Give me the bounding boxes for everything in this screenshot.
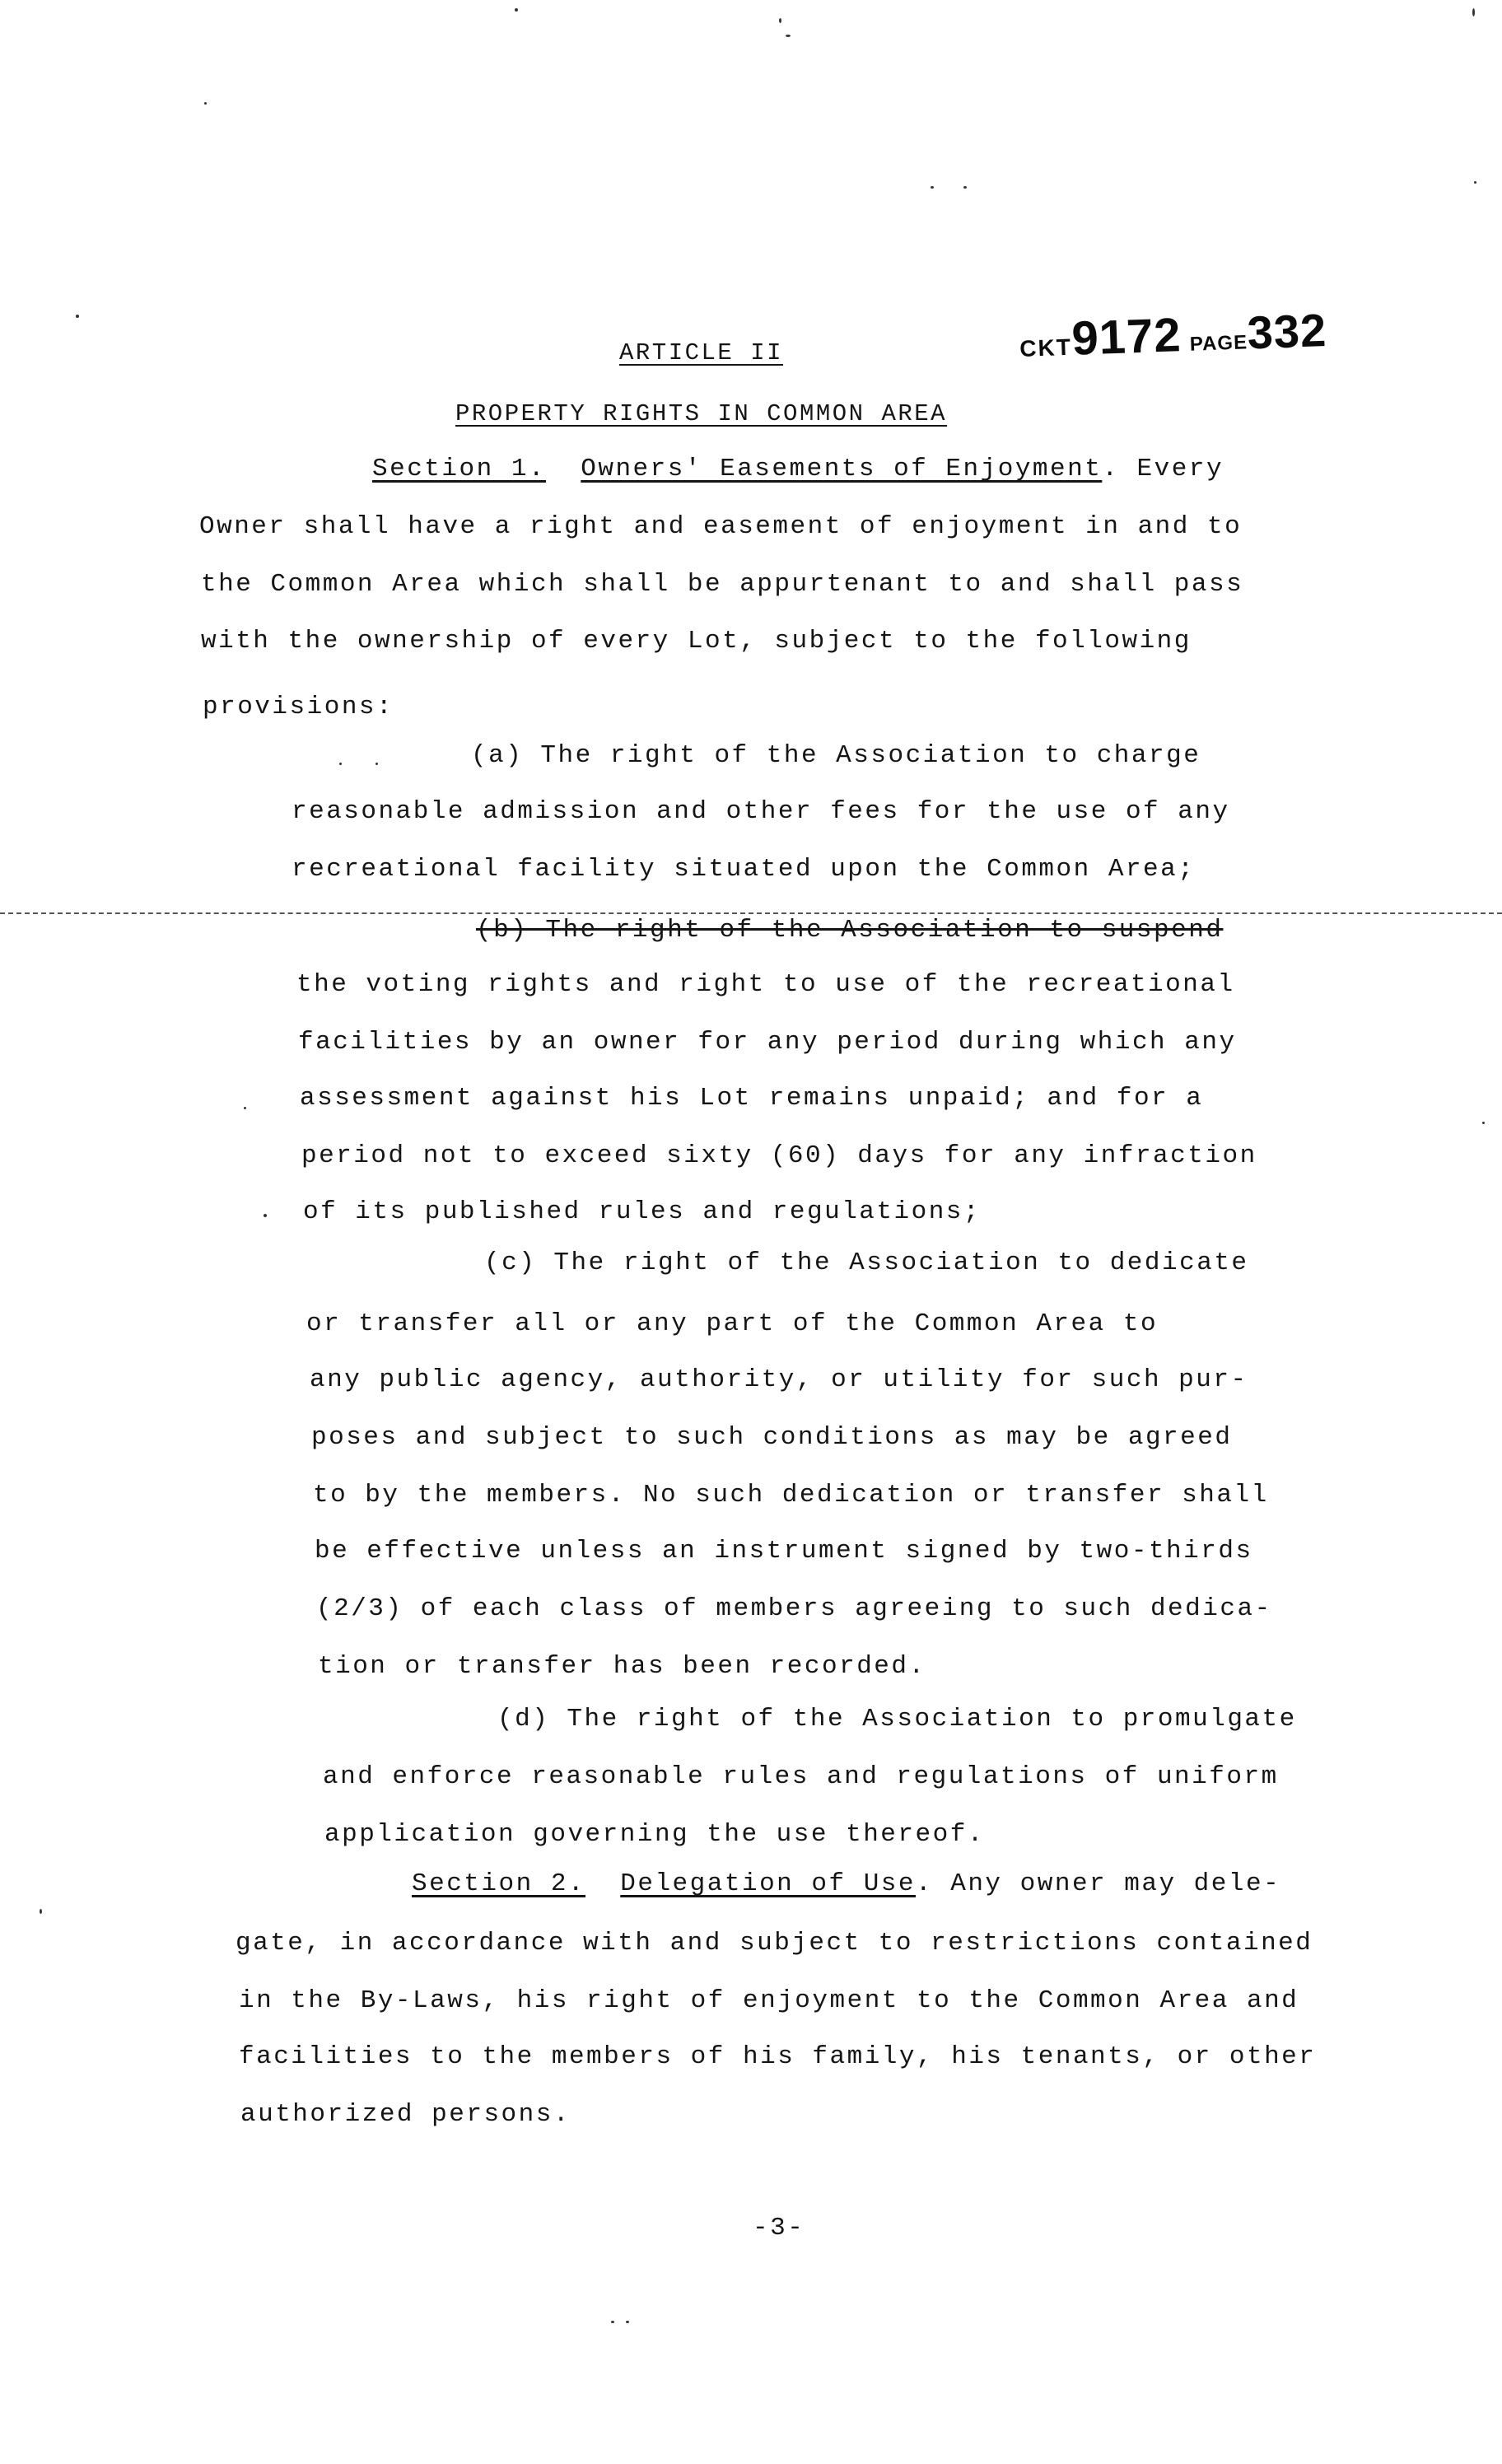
section2-line: authorized persons. xyxy=(240,2100,571,2129)
scan-speck xyxy=(40,1909,42,1914)
section2-caption: Delegation of Use xyxy=(620,1869,917,1898)
section2-line: gate, in accordance with and subject to restrictions contained xyxy=(236,1929,1313,1958)
stamp-book-number: 9172 xyxy=(1071,308,1182,366)
scan-speck xyxy=(1482,1122,1485,1124)
section2-label: Section 2. xyxy=(412,1869,586,1898)
scan-speck xyxy=(264,1214,267,1217)
section2-first-line xyxy=(412,1871,1280,1897)
item-d-line: and enforce reasonable rules and regulations of uniform xyxy=(323,1762,1279,1791)
item-c-line: poses and subject to such conditions as may be agreed xyxy=(311,1423,1233,1452)
section1-first-line xyxy=(372,456,1224,482)
item-b-first-line: (b) The right of the Association to suspend xyxy=(476,916,1224,945)
scan-speck xyxy=(376,763,378,765)
scan-speck xyxy=(786,35,791,37)
section2-lead: . Any owner may dele- xyxy=(916,1869,1281,1898)
article-title: PROPERTY RIGHTS IN COMMON AREA xyxy=(455,400,948,427)
scan-speck xyxy=(1474,181,1476,184)
item-b-line: period not to exceed sixty (60) days for any infraction xyxy=(301,1141,1257,1170)
stamp-page-prefix: PAGE xyxy=(1189,331,1248,356)
scan-speck xyxy=(963,186,967,189)
item-b-line: of its published rules and regulations; xyxy=(303,1197,982,1226)
stamp-prefix: CKT xyxy=(1019,334,1073,362)
section1-line: with the ownership of every Lot, subject to the following xyxy=(201,627,1192,656)
item-b-line: assessment against his Lot remains unpaid; and for a xyxy=(300,1084,1204,1113)
section1-line: Owner shall have a right and easement of enjoyment in and to xyxy=(199,512,1243,541)
item-c-line: tion or transfer has been recorded. xyxy=(318,1652,926,1681)
scan-speck xyxy=(339,763,342,765)
scan-speck xyxy=(931,186,934,189)
item-c-line: (2/3) of each class of members agreeing to such dedica- xyxy=(316,1594,1272,1623)
section1-line: provisions: xyxy=(203,693,394,721)
stamp-page-number: 332 xyxy=(1246,303,1328,359)
scan-speck xyxy=(204,102,207,105)
item-c-line: be effective unless an instrument signed by two-thirds xyxy=(315,1537,1253,1566)
scan-speck xyxy=(1472,8,1475,16)
item-d-line: application governing the use thereof. xyxy=(324,1820,985,1849)
item-c-line: to by the members. No such dedication or transfer shall xyxy=(313,1481,1269,1510)
scan-speck xyxy=(515,8,518,12)
scan-speck xyxy=(76,315,79,318)
item-b-line: facilities by an owner for any period during which any xyxy=(298,1028,1237,1057)
section1-line: the Common Area which shall be appurtenant to and shall pass xyxy=(201,570,1244,599)
article-heading: ARTICLE II xyxy=(619,339,784,366)
scan-speck xyxy=(611,2321,614,2323)
page-number: -3- xyxy=(753,2214,805,2242)
item-a-first-line: (a) The right of the Association to charge xyxy=(471,741,1201,770)
dashed-rule xyxy=(0,912,1502,914)
item-a-line: reasonable admission and other fees for the use of any xyxy=(292,797,1230,826)
item-a-line: recreational facility situated upon the Common Area; xyxy=(292,855,1196,884)
item-d-first-line: (d) The right of the Association to promulgate xyxy=(497,1705,1297,1734)
item-c-line: any public agency, authority, or utility for such pur- xyxy=(310,1365,1248,1394)
section2-line: in the By-Laws, his right of enjoyment to the Common Area and xyxy=(239,1986,1299,2015)
recording-stamp xyxy=(1019,302,1327,368)
scan-speck xyxy=(244,1107,246,1109)
scan-speck xyxy=(779,18,781,23)
item-c-first-line: (c) The right of the Association to dedicate xyxy=(484,1248,1249,1277)
section1-caption: Owners' Easements of Enjoyment xyxy=(581,455,1103,483)
section1-label: Section 1. xyxy=(372,455,547,483)
scan-speck xyxy=(626,2321,629,2323)
item-c-line: or transfer all or any part of the Common Area to xyxy=(306,1309,1159,1338)
item-b-line: the voting rights and right to use of the recreational xyxy=(296,970,1235,999)
section1-lead: . Every xyxy=(1102,455,1224,483)
section2-line: facilities to the members of his family, his tenants, or other xyxy=(239,2042,1317,2071)
